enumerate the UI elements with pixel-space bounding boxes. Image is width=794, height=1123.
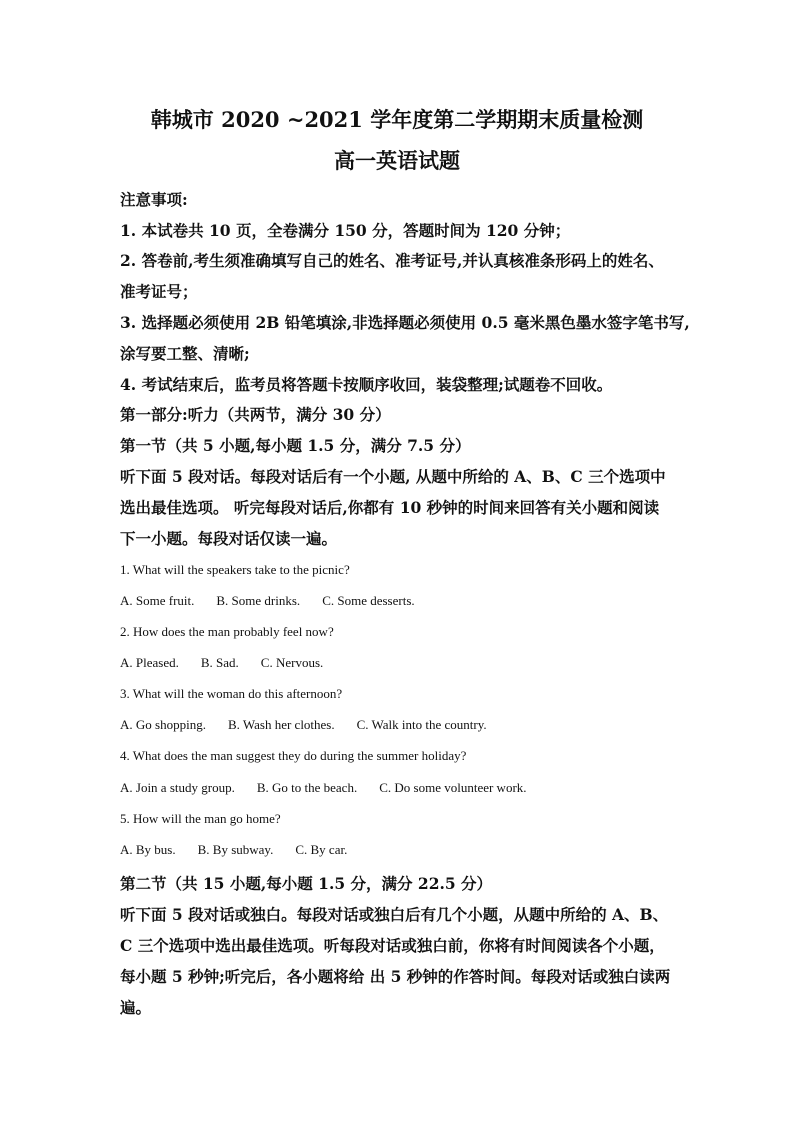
option: B. Sad. bbox=[200, 655, 239, 670]
note-line: 2. 答卷前,考生须准确填写自己的姓名、准考证号,并认真核准条形码上的姓名、 bbox=[120, 251, 664, 270]
question-options bbox=[120, 593, 437, 609]
part1-heading: 第一部分:听力（共两节，满分 30 分） bbox=[120, 405, 391, 424]
option: B. Wash her clothes. bbox=[227, 717, 335, 732]
section1-instruction: 听下面 5 段对话。每段对话后有一个小题, 从题中所给的 A、B、C 三个选项中 bbox=[120, 467, 666, 486]
note-line: 1. 本试卷共 10 页，全卷满分 150 分，答题时间为 120 分钟； bbox=[120, 221, 571, 240]
option: A. Some fruit. bbox=[120, 593, 195, 608]
option: B. Go to the beach. bbox=[256, 780, 358, 795]
notes-heading: 注意事项: bbox=[120, 190, 188, 209]
option: C. Walk into the country. bbox=[356, 717, 487, 732]
question-text: 3. What will the woman do this afternoon? bbox=[120, 686, 343, 701]
section2-heading: 第二节（共 15 小题,每小题 1.5 分，满分 22.5 分） bbox=[120, 874, 493, 893]
section1-instruction: 选出最佳选项。 听完每段对话后,你都有 10 秒钟的时间来回答有关小题和阅读 bbox=[120, 498, 660, 517]
exam-title: 韩城市 2020 ~2021 学年度第二学期期末质量检测 bbox=[150, 107, 644, 132]
section1-heading: 第一节（共 5 小题,每小题 1.5 分，满分 7.5 分） bbox=[120, 436, 471, 455]
option: B. Some drinks. bbox=[216, 593, 301, 608]
section2-instruction: 听下面 5 段对话或独白。每段对话或独白后有几个小题，从题中所给的 A、B、 bbox=[120, 905, 669, 924]
exam-subtitle: 高一英语试题 bbox=[334, 148, 460, 173]
option: C. Nervous. bbox=[260, 655, 324, 670]
option: A. Go shopping. bbox=[120, 717, 206, 732]
section1-instruction: 下一小题。每段对话仅读一遍。 bbox=[120, 529, 338, 548]
note-line: 3. 选择题必须使用 2B 铅笔填涂,非选择题必须使用 0.5 毫米黑色墨水签字笔书写, bbox=[120, 313, 690, 332]
section2-instruction: 遍。 bbox=[120, 998, 152, 1017]
question-options bbox=[120, 780, 549, 796]
question-text: 1. What will the speakers take to the picnic? bbox=[120, 562, 350, 577]
section2-instruction: C 三个选项中选出最佳选项。听每段对话或独白前，你将有时间阅读各个小题， bbox=[120, 936, 665, 955]
question-options bbox=[120, 655, 345, 671]
section2-instruction: 每小题 5 秒钟;听完后，各小题将给 出 5 秒钟的作答时间。每段对话或独白读两 bbox=[120, 967, 671, 986]
note-line: 4. 考试结束后，监考员将答题卡按顺序收回，装袋整理;试题卷不回收。 bbox=[120, 375, 613, 394]
option: C. By car. bbox=[295, 842, 348, 857]
question-options bbox=[120, 717, 509, 733]
note-line: 准考证号； bbox=[120, 282, 198, 301]
question-options bbox=[120, 842, 369, 858]
question-text: 2. How does the man probably feel now? bbox=[120, 624, 334, 639]
option: C. Some desserts. bbox=[322, 593, 415, 608]
question-text: 4. What does the man suggest they do during the summer holiday? bbox=[120, 748, 467, 763]
option: A. Pleased. bbox=[120, 655, 179, 670]
question-text: 5. How will the man go home? bbox=[120, 811, 281, 826]
option: B. By subway. bbox=[197, 842, 274, 857]
note-line: 涂写要工整、清晰; bbox=[120, 344, 250, 363]
option: A. By bus. bbox=[120, 842, 176, 857]
option: C. Do some volunteer work. bbox=[379, 780, 527, 795]
option: A. Join a study group. bbox=[120, 780, 235, 795]
